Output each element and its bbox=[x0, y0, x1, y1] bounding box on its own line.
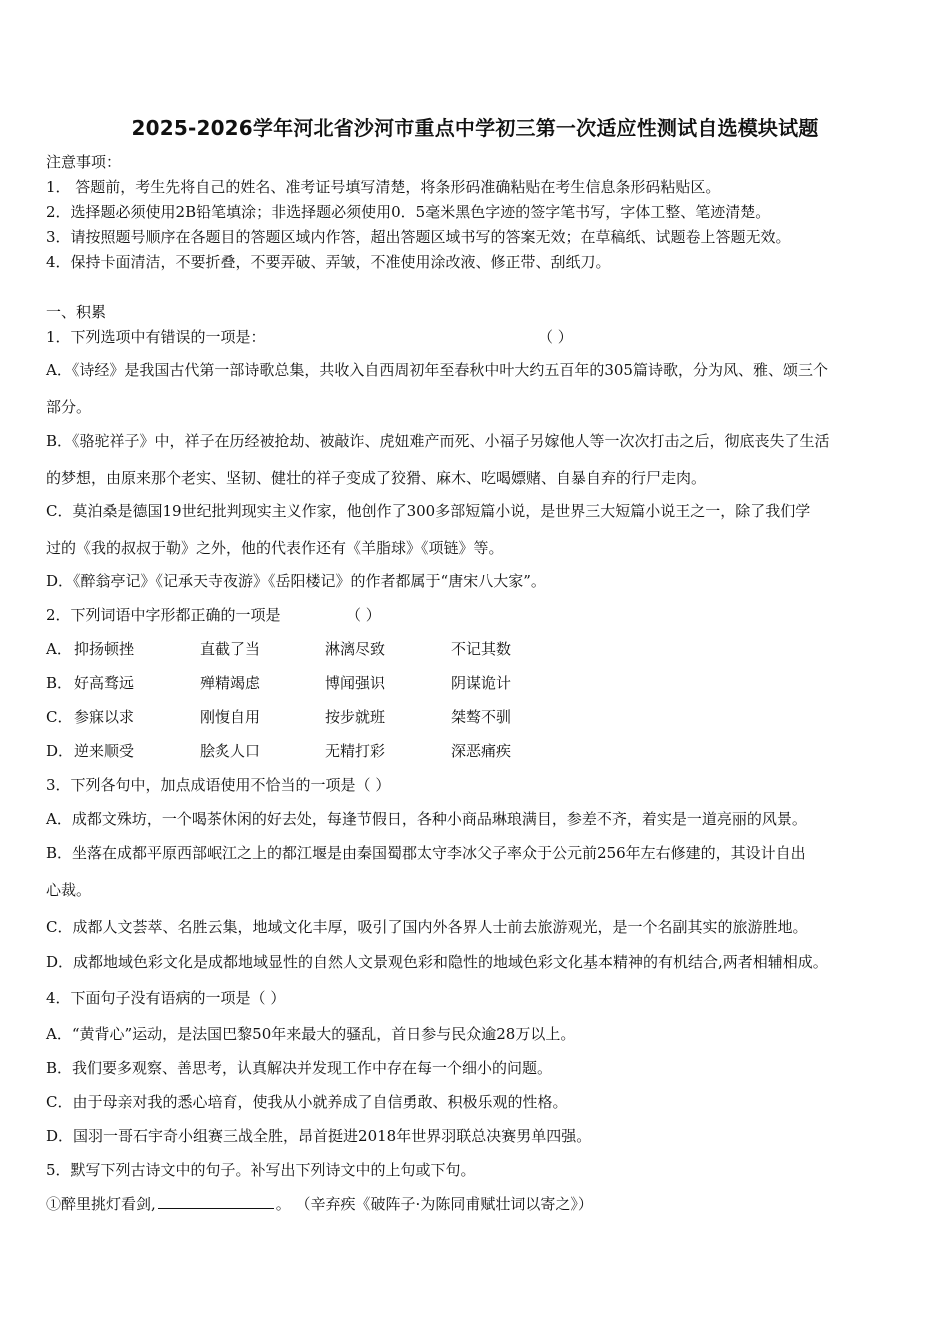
q2-option-label: B． bbox=[46, 674, 73, 692]
q2-word: 无精打彩 bbox=[325, 742, 386, 760]
q2-word: 桀骜不驯 bbox=[451, 708, 512, 726]
q1-option-c-line2: 过的《我的叔叔于勒》之外，他的代表作还有《羊脂球》《项链》等。 bbox=[46, 539, 504, 557]
q1-option-d: D．《醉翁亭记》《记承天寺夜游》《岳阳楼记》的作者都属于“唐宋八大家”。 bbox=[46, 572, 546, 590]
notice-item-2: 2．选择题必须使用2B铅笔填涂；非选择题必须使用0．5毫米黑色字迹的签字笔书写，字体工整、笔迹清楚。 bbox=[46, 203, 771, 221]
q4-option-a: A．“黄背心”运动，是法国巴黎50年来最大的骚乱，首日参与民众逾28万以上。 bbox=[46, 1025, 576, 1043]
q2-word: 淋漓尽致 bbox=[325, 640, 386, 658]
q2-word: 参寐以求 bbox=[74, 708, 135, 726]
q1-answer-paren: （ ） bbox=[538, 328, 573, 346]
q2-word: 抑扬顿挫 bbox=[74, 640, 135, 658]
q3-option-b-line1: B．坐落在成都平原西部岷江之上的都江堰是由秦国蜀郡太守李冰父子率众于公元前256年左右修建的，其设计自出 bbox=[46, 844, 806, 862]
q5-stem: 5．默写下列古诗文中的句子。补写出下列诗文中的上句或下句。 bbox=[46, 1161, 476, 1179]
q1-stem: 1．下列选项中有错误的一项是： bbox=[46, 328, 266, 346]
q2-word: 刚愎自用 bbox=[200, 708, 261, 726]
q2-option-label: A． bbox=[46, 640, 72, 658]
notice-heading: 注意事项： bbox=[46, 153, 122, 171]
q2-word: 阴谋诡计 bbox=[451, 674, 512, 692]
q2-answer-paren: （ ） bbox=[346, 606, 381, 624]
notice-item-4: 4．保持卡面清洁，不要折叠，不要弄破、弄皱，不准使用涂改液、修正带、刮纸刀。 bbox=[46, 253, 611, 271]
q2-word: 深恶痛疾 bbox=[451, 742, 512, 760]
q2-option-label: C． bbox=[46, 708, 73, 726]
q2-word: 直截了当 bbox=[200, 640, 261, 658]
q2-word: 博闻强识 bbox=[325, 674, 386, 692]
notice-item-3: 3．请按照题号顺序在各题目的答题区域内作答，超出答题区域书写的答案无效；在草稿纸、试题卷上答题无效。 bbox=[46, 228, 791, 246]
q2-word: 不记其数 bbox=[451, 640, 512, 658]
q3-stem: 3．下列各句中，加点成语使用不恰当的一项是（ ） bbox=[46, 776, 391, 794]
q3-option-a: A．成都文殊坊，一个喝茶休闲的好去处，每逢节假日，各种小商品琳琅满目，参差不齐，着实是一道亮丽的风景。 bbox=[46, 810, 807, 828]
q2-word: 好高骛远 bbox=[74, 674, 135, 692]
notice-item-1: 1． 答题前，考生先将自己的姓名、准考证号填写清楚，将条形码准确粘贴在考生信息条形码粘贴区。 bbox=[46, 178, 721, 196]
q5-item-1-blank[interactable] bbox=[158, 1194, 274, 1209]
page-title: 2025-2026学年河北省沙河市重点中学初三第一次适应性测试自选模块试题 bbox=[131, 116, 819, 140]
q2-word: 殚精竭虑 bbox=[200, 674, 261, 692]
q1-option-c-line1: C．莫泊桑是德国19世纪批判现实主义作家，他创作了300多部短篇小说，是世界三大短篇小说王之一，除了我们学 bbox=[46, 502, 811, 520]
q5-item-1-suffix: 。 （辛弃疾《破阵子·为陈同甫赋壮词以寄之》） bbox=[275, 1195, 593, 1213]
q5-item-1 bbox=[46, 1194, 593, 1214]
q1-option-b-line1: B．《骆驼祥子》中，祥子在历经被抢劫、被敲诈、虎妞难产而死、小福子另嫁他人等一次次打击之后，彻底丧失了生活 bbox=[46, 432, 830, 450]
q2-word: 逆来顺受 bbox=[74, 742, 135, 760]
q3-option-c: C．成都人文荟萃、名胜云集，地域文化丰厚，吸引了国内外各界人士前去旅游观光，是一个名副其实的旅游胜地。 bbox=[46, 918, 808, 936]
q1-option-a-line1: A．《诗经》是我国古代第一部诗歌总集，共收入自西周初年至春秋中叶大约五百年的305篇诗歌，分为风、雅、颂三个 bbox=[46, 361, 828, 379]
q3-option-d: D．成都地域色彩文化是成都地域显性的自然人文景观色彩和隐性的地域色彩文化基本精神的有机结合,两者相辅相成。 bbox=[46, 953, 828, 971]
q4-option-c: C．由于母亲对我的悉心培育，使我从小就养成了自信勇敢、积极乐观的性格。 bbox=[46, 1093, 568, 1111]
q1-option-b-line2: 的梦想，由原来那个老实、坚韧、健壮的祥子变成了狡猾、麻木、吃喝嫖赌、自暴自弃的行尸走肉。 bbox=[46, 469, 707, 487]
q4-stem: 4．下面句子没有语病的一项是（ ） bbox=[46, 989, 286, 1007]
q2-word: 按步就班 bbox=[325, 708, 386, 726]
q1-option-a-line2: 部分。 bbox=[46, 398, 92, 416]
q2-stem: 2．下列词语中字形都正确的一项是 bbox=[46, 606, 281, 624]
q4-option-d: D．国羽一哥石宇奇小组赛三战全胜，昂首挺进2018年世界羽联总决赛男单四强。 bbox=[46, 1127, 592, 1145]
q2-word: 脍炙人口 bbox=[200, 742, 261, 760]
q4-option-b: B．我们要多观察、善思考，认真解决并发现工作中存在每一个细小的问题。 bbox=[46, 1059, 553, 1077]
q3-option-b-line2: 心裁。 bbox=[46, 881, 92, 899]
q5-item-1-prefix: ①醉里挑灯看剑, bbox=[46, 1195, 156, 1213]
section-heading: 一、积累 bbox=[46, 303, 107, 321]
q2-option-label: D． bbox=[46, 742, 74, 760]
